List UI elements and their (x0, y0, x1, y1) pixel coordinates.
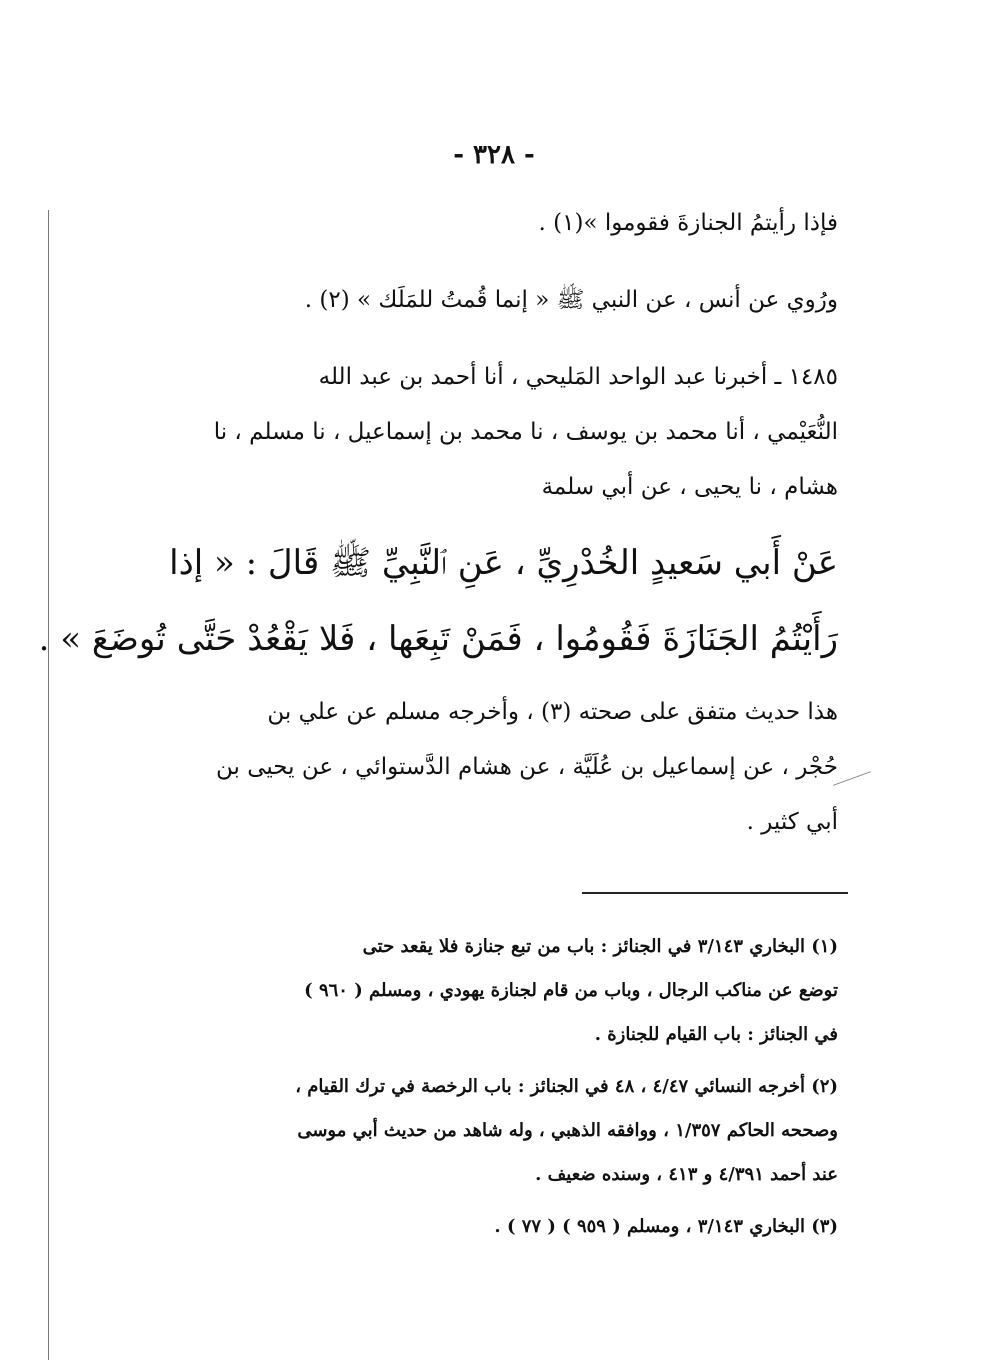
scan-margin-line (48, 210, 49, 1360)
page-number: - ٣٢٨ - (453, 140, 535, 170)
footnote-separator (582, 892, 848, 894)
footnote-line: وصححه الحاكم ١/٣٥٧ ، ووافقه الذهبي ، وله شاهد من حديث أبي موسى (297, 1120, 838, 1141)
text-line: فإذا رأيتمُ الجنازةَ فقوموا »(١) . (538, 210, 838, 236)
hadith-line: عَنْ أَبي سَعيدٍ الخُدْرِيِّ ، عَنِ ٱلنَّبِيِّ ﷺ قَالَ : « إذا (169, 543, 838, 583)
commentary-line: حُجْر ، عن إسماعيل بن عُلَيَّة ، عن هشام الدَّستوائي ، عن يحيى بن (215, 754, 838, 780)
footnote-line: (٣) البخاري ٣/١٤٣ ، ومسلم ( ٩٥٩ ) ( ٧٧ ) . (494, 1216, 838, 1237)
footnote-1 (190, 925, 838, 1057)
footnote-2 (190, 1065, 838, 1197)
commentary-line: أبي كثير . (746, 809, 838, 835)
footnote-line: توضع عن مناكب الرجال ، وباب من قام لجنازة يهودي ، ومسلم ( ٩٦٠ ) (304, 980, 838, 1001)
isnad-line: هشام ، نا يحيى ، عن أبي سلمة (541, 474, 838, 500)
footnote-line: (١) البخاري ٣/١٤٣ في الجنائز : باب من تبع جنازة فلا يقعد حتى (362, 936, 838, 957)
isnad-line: ١٤٨٥ ـ أخبرنا عبد الواحد المَليحي ، أنا أحمد بن عبد الله (318, 364, 838, 390)
footnote-line: (٢) أخرجه النسائي ٤/٤٧ ، ٤٨ في الجنائز : باب الرخصة في ترك القيام ، (295, 1076, 838, 1097)
text-line: ورُوي عن أنس ، عن النبي ﷺ « إنما قُمتُ للمَلَك » (٢) . (304, 287, 838, 313)
hadith-line: رَأَيْتُمُ الجَنَازَةَ فَقُومُوا ، فَمَنْ تَبِعَها ، فَلا يَقْعُدْ حَتَّى تُوضَعَ » . (38, 619, 838, 659)
isnad-line: النُّعَيْمي ، أنا محمد بن يوسف ، نا محمد بن إسماعيل ، نا مسلم ، نا (213, 419, 838, 445)
footnotes (190, 925, 838, 1249)
footnote-3 (190, 1205, 838, 1249)
footnote-line: عند أحمد ٤/٣٩١ و ٤١٣ ، وسنده ضعيف . (535, 1164, 838, 1185)
scan-stray-mark (833, 771, 871, 786)
footnote-line: في الجنائز : باب القيام للجنازة . (594, 1024, 838, 1045)
main-text (38, 196, 838, 850)
commentary-line: هذا حديث متفق على صحته (٣) ، وأخرجه مسلم عن علي بن (267, 699, 838, 725)
